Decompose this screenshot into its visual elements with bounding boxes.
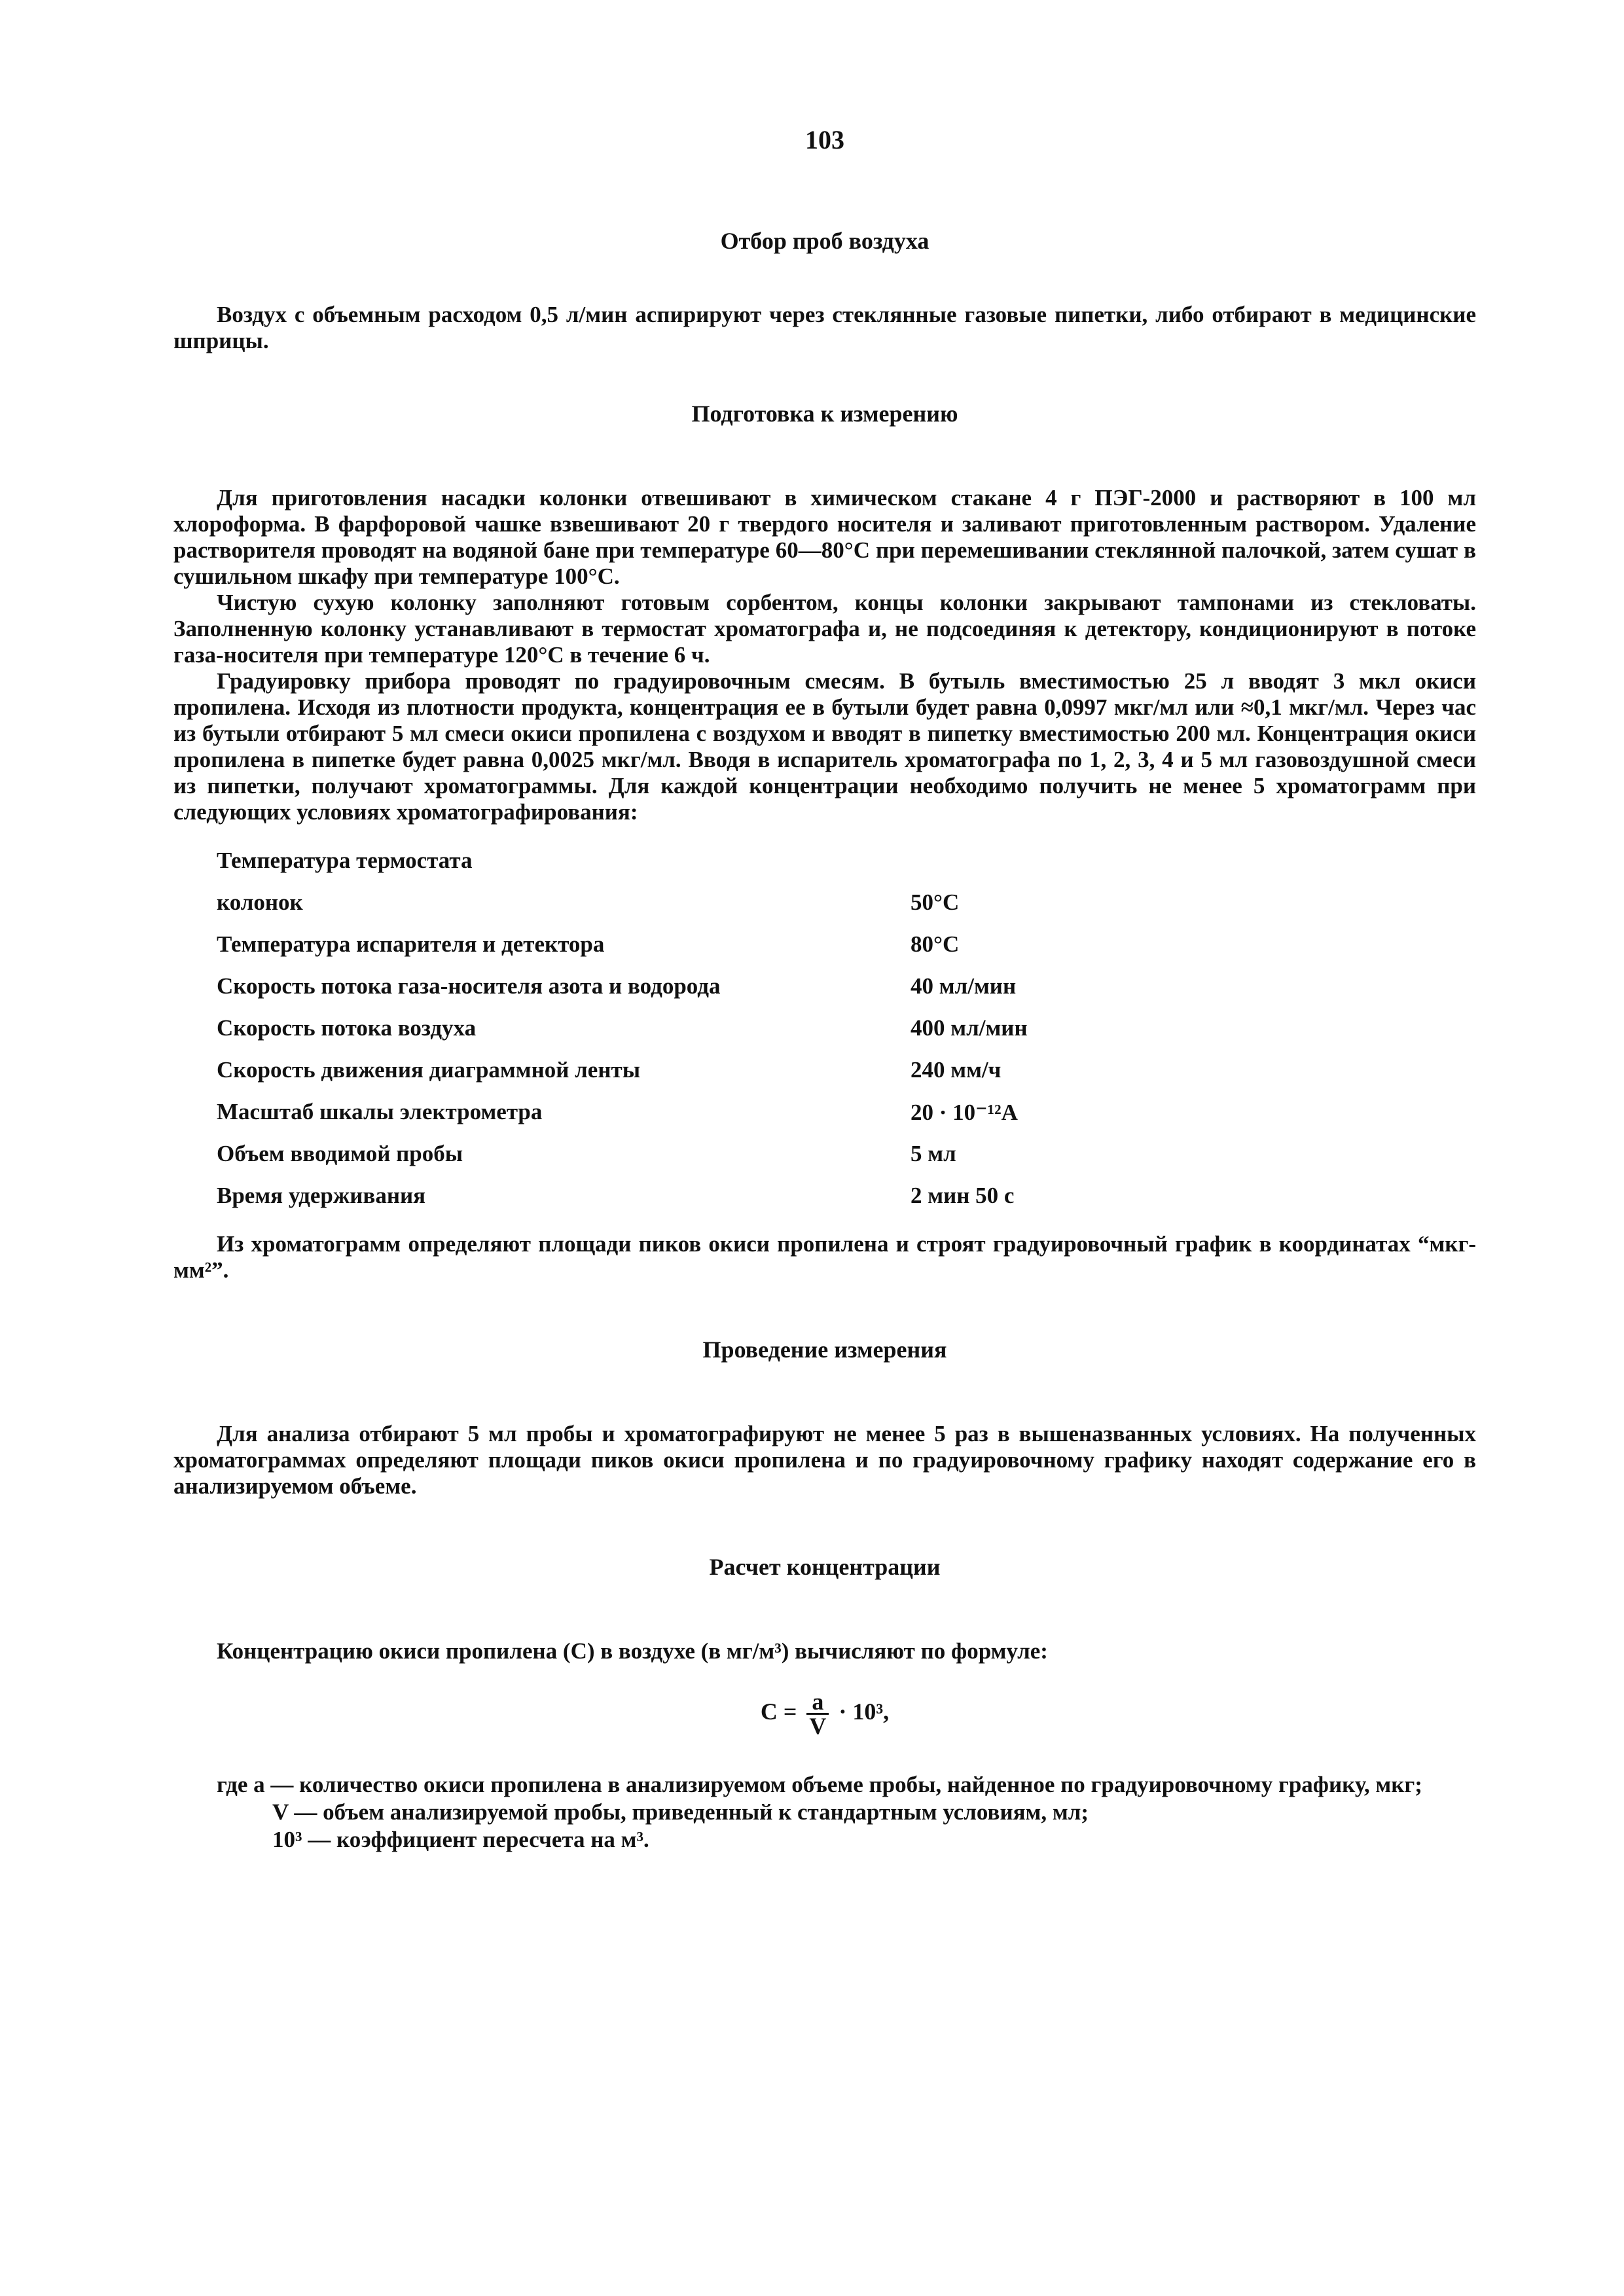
condition-row: [217, 882, 1238, 924]
section-title-measurement: Проведение измерения: [702, 1336, 947, 1363]
section-title-air-sampling: Отбор проб воздуха: [720, 228, 929, 254]
condition-value: 240 мм/ч: [911, 1057, 1001, 1083]
condition-param: колонок: [217, 889, 303, 915]
definition-v: V — объем анализируемой пробы, приведенный к стандартным условиям, мл;: [272, 1799, 1089, 1825]
condition-param: Скорость потока газа-носителя азота и водорода: [217, 973, 721, 999]
condition-param: Температура термостата: [217, 848, 473, 873]
section-preparation: [173, 400, 1476, 1283]
calculation-intro: Концентрацию окиси пропилена (С) в воздухе (в мг/м³) вычисляют по формуле:: [217, 1638, 1048, 1664]
condition-row: [217, 840, 1238, 882]
condition-param: Время удерживания: [217, 1183, 426, 1208]
condition-row: [217, 924, 1238, 965]
measurement-text: Для анализа отбирают 5 мл пробы и хроматографируют не менее 5 раз в вышеназванных условиях. На полученных хроматограммах определяют площади пиков окиси пропилена и по градуировочному графику находят содержание его в анализируемом объеме.: [173, 1421, 1476, 1499]
formula-lhs: С =: [760, 1698, 797, 1725]
condition-row: [217, 1007, 1238, 1049]
formula-fraction: [806, 1691, 829, 1737]
condition-row: [217, 1091, 1238, 1133]
condition-value: 40 мл/мин: [911, 973, 1017, 999]
definition-coefficient: 10³ — коэффициент пересчета на м³.: [272, 1827, 649, 1852]
condition-value: 400 мл/мин: [911, 1015, 1028, 1041]
page-number: 103: [805, 125, 844, 154]
definition-a: где а — количество окиси пропилена в анализируемом объеме пробы, найденное по градуировочному графику, мкг;: [217, 1772, 1422, 1797]
section-air-sampling: [173, 227, 1476, 354]
preparation-paragraph-4: Из хроматограмм определяют площади пиков окиси пропилена и строят градуировочный график в координатах “мкг-мм²”.: [173, 1231, 1476, 1283]
formula-numerator: а: [806, 1691, 829, 1715]
chromatography-conditions-table: [217, 840, 1238, 1217]
condition-param: Скорость движения диаграммной ленты: [217, 1057, 641, 1083]
condition-value: 50°С: [911, 889, 960, 915]
condition-param: Скорость потока воздуха: [217, 1015, 477, 1041]
section-calculation: [173, 1553, 1476, 1854]
condition-value: 20 · 10⁻¹²A: [911, 1099, 1018, 1125]
document-page: [173, 124, 1476, 1854]
air-sampling-text: Воздух с объемным расходом 0,5 л/мин аспирируют через стеклянные газовые пипетки, либо отбирают в медицинские шприцы.: [173, 302, 1476, 353]
formula-denominator: V: [809, 1713, 827, 1739]
concentration-formula: [173, 1691, 1476, 1737]
condition-row: [217, 1175, 1238, 1217]
condition-value: 80°С: [911, 931, 960, 957]
condition-row: [217, 965, 1238, 1007]
section-title-preparation: Подготовка к измерению: [691, 401, 958, 427]
condition-row: [217, 1133, 1238, 1175]
condition-value: 5 мл: [911, 1141, 956, 1166]
section-measurement: [173, 1336, 1476, 1499]
condition-value: [911, 840, 1238, 882]
condition-value: 2 мин 50 с: [911, 1183, 1015, 1208]
preparation-paragraph-1: Для приготовления насадки колонки отвешивают в химическом стакане 4 г ПЭГ-2000 и растворяют в 100 мл хлороформа. В фарфоровой чашке взвешивают 20 г твердого носителя и заливают приготовленным раствором. Удаление растворителя проводят на водяной бане при температуре 60—80°С при перемешивании стеклянной палочкой, затем сушат в сушильном шкафу при температуре 100°С.: [173, 485, 1476, 589]
condition-param: Объем вводимой пробы: [217, 1141, 463, 1166]
section-title-calculation: Расчет концентрации: [709, 1554, 941, 1580]
formula-definitions: [173, 1771, 1476, 1854]
preparation-paragraph-2: Чистую сухую колонку заполняют готовым сорбентом, концы колонки закрывают тампонами из стекловаты. Заполненную колонку устанавливают в термостат хроматографа и, не подсоединяя к детектору, кондиционируют в потоке газа-носителя при температуре 120°С в течение 6 ч.: [173, 590, 1476, 668]
condition-row: [217, 1049, 1238, 1091]
condition-param: Масштаб шкалы электрометра: [217, 1099, 543, 1124]
preparation-paragraph-3: Градуировку прибора проводят по градуировочным смесям. В бутыль вместимостью 25 л вводят 3 мкл окиси пропилена. Исходя из плотности продукта, концентрация ее в бутыли будет равна 0,0997 мкг/мл или ≈0,1 мкг/мл. Через час из бутыли отбирают 5 мл смеси окиси пропилена с воздухом и вводят в пипетку вместимостью 200 мл. Концентрация окиси пропилена в пипетке будет равна 0,0025 мкг/мл. Вводя в испаритель хроматографа по 1, 2, 3, 4 и 5 мл газовоздушной смеси из пипетки, получают хроматограммы. Для каждой концентрации необходимо получить не менее 5 хроматограмм при следующих условиях хроматографирования:: [173, 668, 1476, 825]
formula-rhs: · 10³,: [839, 1698, 890, 1725]
condition-param: Температура испарителя и детектора: [217, 931, 605, 957]
